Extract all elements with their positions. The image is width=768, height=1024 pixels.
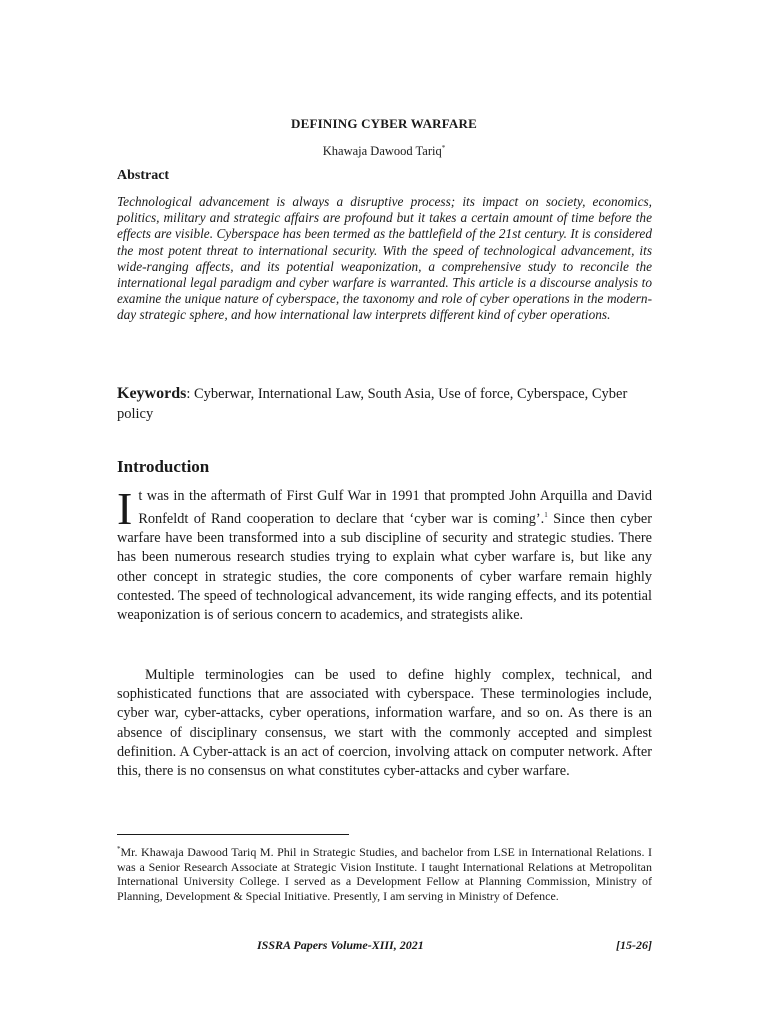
author-name: Khawaja Dawood Tariq [322,144,442,159]
introduction-heading: Introduction [117,457,210,476]
keywords-line [117,384,652,424]
paper-title: DEFINING CYBER WARFARE [291,116,477,131]
intro-paragraph-1 [117,483,652,625]
abstract-text: Technological advancement is always a disruptive process; its impact on society, economics, politics, military and strategic affairs are profound but it takes a certain amount of time before the effects are visible. Cyberspace has been termed as the battlefield of the 21st century. It is considered the most potent threat to international security. With the speed of technological advancement, its wide-ranging affects, and its potential weaponization, a comprehensive study to reconcile the international legal paradigm and cyber warfare is warranted. This article is a discourse analysis to examine the unique nature of cyberspace, the taxonomy and role of cyber operations in the modern-day strategic sphere, and how international law interprets different kind of cyber operations. [117,194,652,323]
keywords-label: Keywords [117,385,187,402]
footnote-ref-1[interactable]: 1 [544,511,548,520]
keywords-text: : Cyberwar, International Law, South Asia, Use of force, Cyberspace, Cyber policy [117,386,628,422]
footnote-text: Mr. Khawaja Dawood Tariq M. Phil in Strategic Studies, and bachelor from LSE in International Relations. I was a Senior Research Associate at Strategic Vision Institute. I taught International Relations at Metropolitan International University College. I served as a Development Fellow at Planning Commission, Ministry of Planning, Development & Special Initiative. Presently, I am serving in Ministry of Defence. [117,845,652,903]
page-footer [117,938,652,953]
author-footnote-mark: * [441,144,446,152]
footnote-mark: * [117,845,121,853]
author-footnote [117,842,652,903]
intro-paragraph-2: Multiple terminologies can be used to define highly complex, technical, and sophisticated functions that are associated with cyberspace. These terminologies include, cyber war, cyber-attacks, cyber operations, information warfare, and so on. As there is an absence of disciplinary consensus, we start with the commonly accepted and simplest definition. A Cyber-attack is an act of coercion, involving attack on computer network. After this, there is no consensus on what constitutes cyber-attacks and cyber warfare. [117,667,652,780]
footnote-divider [117,834,349,835]
journal-citation: ISSRA Papers Volume-XIII, 2021 [257,938,424,952]
author-line [0,144,768,159]
intro-p1-text-a: t was in the aftermath of First Gulf War in 1991 that prompted John Arquilla and David Ronfeldt of Rand cooperation to declare that ‘cyber war is coming’. [138,488,652,527]
page-range: [15-26] [616,938,652,952]
abstract-heading: Abstract [117,168,170,183]
intro-p1-text-b: Since then cyber warfare have been transformed into a sub discipline of security and strategic studies. There has been numerous research studies trying to explain what cyber warfare is, but like any other concept in strategic studies, the core components of cyber warfare remain highly contested. The speed of technological advancement, its wide ranging effects, and its potential weaponization is of serious concern to academics, and strategists alike. [117,510,652,623]
drop-cap: I [117,483,133,534]
